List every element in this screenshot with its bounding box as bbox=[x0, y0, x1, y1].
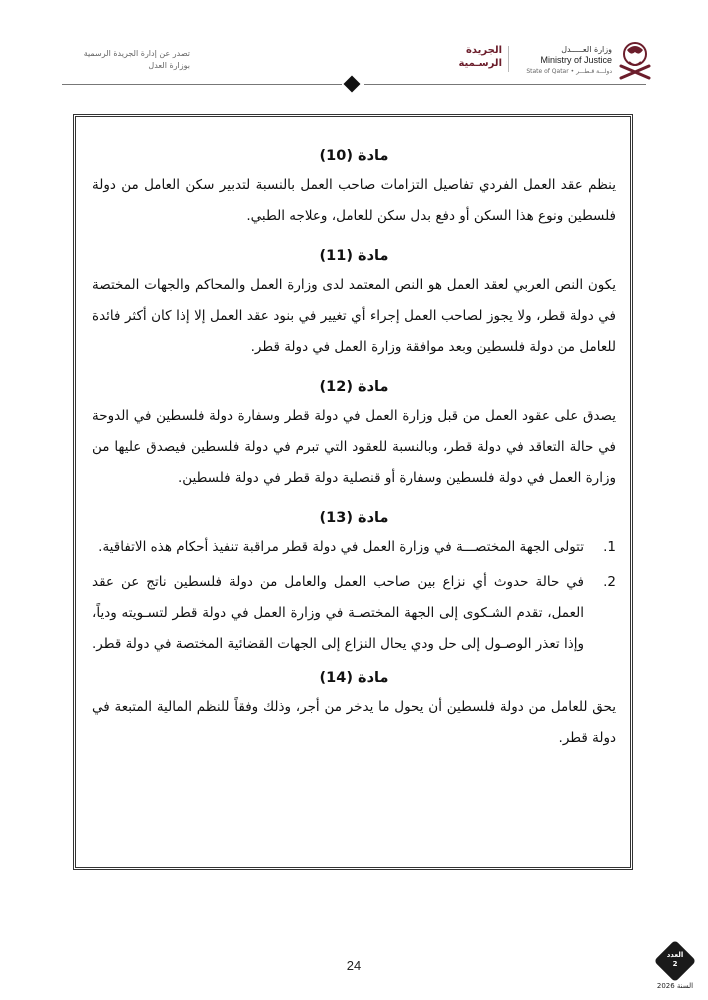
list-item bbox=[92, 567, 616, 660]
publisher-line-2: بوزارة العدل bbox=[148, 61, 190, 70]
gazette-title-line-1: الجريدة bbox=[465, 45, 502, 56]
list-item bbox=[92, 532, 616, 563]
issue-year: السنة 2026 bbox=[656, 982, 694, 990]
article-13-title: مادة (13) bbox=[319, 510, 389, 526]
qatar-emblem-icon bbox=[615, 38, 655, 82]
page-number: 24 bbox=[346, 958, 362, 973]
ministry-name bbox=[510, 44, 612, 77]
publisher-line-1: تصدر عن إدارة الجريدة الرسمية bbox=[83, 49, 190, 58]
gazette-title bbox=[440, 44, 502, 70]
publisher-note bbox=[30, 48, 190, 72]
ministry-name-ar: وزارة العـــــدل bbox=[561, 45, 612, 54]
article-11-text: يكون النص العربي لعقد العمل هو النص المعتمد لدى وزارة العمل والمحاكم والجهات المختصة في دولة قطر، ولا يجوز لصاحب العمل إجراء أي تغيير في بنود عقد العمل إلا إذا كان أكثر فائدة للعامل من دولة فلسطين وبعد موافقة وزارة العمل في دولة قطر. bbox=[92, 277, 616, 355]
article-12-title: مادة (12) bbox=[319, 379, 389, 395]
list-item-text: تتولى الجهة المختصـــة في وزارة العمل في دولة قطر مراقبة تنفيذ أحكام هذه الاتفاقية. bbox=[98, 539, 584, 555]
issue-number: 2 bbox=[672, 960, 678, 968]
gazette-title-line-2: الرسـمية bbox=[458, 58, 502, 69]
page-header bbox=[0, 0, 708, 90]
list-item-number: 2. bbox=[603, 574, 616, 590]
ministry-name-en: Ministry of Justice bbox=[540, 55, 612, 65]
header-rule-left bbox=[62, 84, 342, 85]
article-14-title: مادة (14) bbox=[319, 670, 389, 686]
header-divider bbox=[508, 46, 509, 72]
header-diamond-ornament bbox=[344, 76, 361, 93]
article-10-title: مادة (10) bbox=[319, 148, 389, 164]
article-14-text: يحق للعامل من دولة فلسطين أن يحول ما يدخر من أجر، وذلك وفقاً للنظم المالية المتبعة في دولة قطر. bbox=[92, 699, 616, 746]
article-10-text: ينظم عقد العمل الفردي تفاصيل التزامات صاحب العمل بالنسبة لتدبير سكن العامل من دولة فلسطين ونوع هذا السكن أو دفع بدل سكن للعامل، وعلاجه الطبي. bbox=[92, 177, 616, 224]
article-11-title: مادة (11) bbox=[319, 248, 389, 264]
ministry-state: State of Qatar • دولـــة قـطـــر bbox=[526, 68, 612, 75]
list-item-number: 1. bbox=[603, 539, 616, 555]
articles-body bbox=[92, 140, 616, 754]
issue-label: العدد bbox=[666, 951, 684, 959]
issue-badge-label bbox=[658, 951, 692, 969]
article-13-list bbox=[92, 532, 616, 660]
header-rule-right bbox=[364, 84, 646, 85]
list-item-text: في حالة حدوث أي نزاع بين صاحب العمل والعامل من دولة فلسطين ناتج عن عقد العمل، تقدم الشـكوى إلى الجهة المختصـة في وزارة العمل في دولة قطر لتسـويته ودياً، وإذا تعذر الوصـول إلى حل ودي يحال النزاع إلى الجهات القضائية المختصة في دولة قطر. bbox=[92, 574, 584, 652]
article-12-text: يصدق على عقود العمل من قبل وزارة العمل في دولة قطر وسفارة دولة فلسطين في الدوحة في حالة التعاقد في دولة قطر، وبالنسبة للعقود التي تبرم في دولة فلسطين فيصدق عليها من وزارة العمل في دولة فلسطين وسفارة أو قنصلية دولة قطر في دولة فلسطين. bbox=[92, 408, 616, 486]
